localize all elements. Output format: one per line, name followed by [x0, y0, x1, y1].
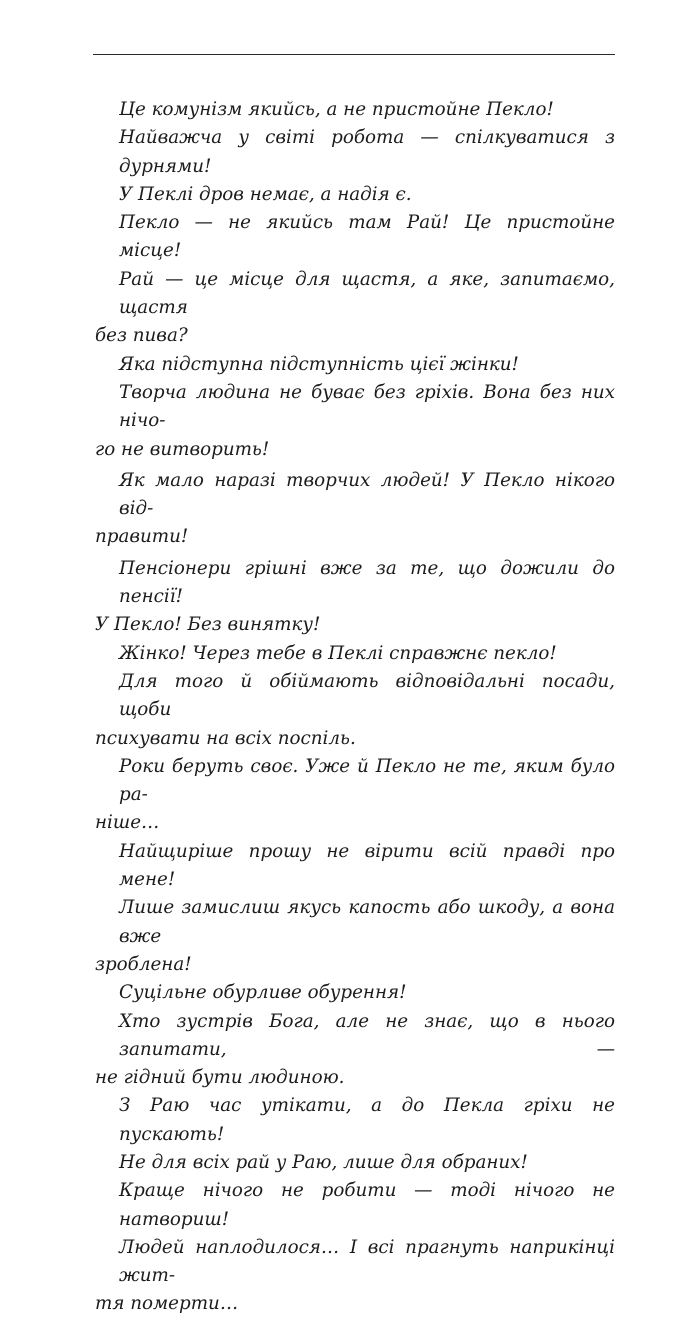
text-line: зроблена!	[95, 953, 192, 975]
aphorism-paragraph	[95, 181, 615, 209]
text-line: У Пекло! Без винятку!	[95, 614, 321, 636]
aphorism-paragraph	[95, 979, 615, 1007]
text-line: Як мало наразі творчих людей! У Пекло нікого від-	[119, 469, 615, 520]
aphorism-paragraph	[95, 209, 615, 266]
text-line: Не для всіх рай у Раю, лише для обраних!	[119, 1151, 528, 1173]
text-line: З Раю час утікати, а до Пекла гріхи не пускають!	[119, 1095, 615, 1145]
text-line: У Пеклі дров немає, а надія є.	[119, 183, 412, 205]
aphorism-paragraph	[95, 1092, 615, 1149]
aphorism-paragraph	[95, 894, 615, 979]
text-line: психувати на всіх поспіль.	[95, 727, 356, 749]
aphorism-paragraph	[95, 266, 615, 351]
text-line: Лише замислиш якусь капость або шкоду, а вона вже	[119, 897, 615, 947]
text-line: Рай — це місце для щастя, а яке, запитаємо, щастя	[119, 268, 615, 319]
aphorism-paragraph	[95, 96, 615, 124]
aphorism-paragraph	[95, 668, 615, 753]
aphorism-paragraph	[95, 838, 615, 895]
aphorism-paragraph	[95, 1008, 615, 1093]
aphorism-paragraph	[95, 1149, 615, 1177]
aphorism-paragraph	[95, 467, 615, 552]
aphorism-paragraph	[95, 124, 615, 181]
header-rule	[93, 54, 615, 55]
text-line: Хто зустрів Бога, але не знає, що в нього запитати, —	[119, 1010, 615, 1060]
aphorism-paragraph	[95, 351, 615, 379]
text-line: Найщиріше прошу не вірити всій правді про мене!	[119, 840, 615, 891]
text-line: Пенсіонери грішні вже за те, що дожили до пенсії!	[119, 557, 615, 608]
text-line: Найважча у світі робота — спілкуватися з дурнями!	[119, 127, 615, 177]
text-line: не гідний бути людиною.	[95, 1067, 345, 1089]
text-line: Роки беруть своє. Уже й Пекло не те, яким було ра-	[119, 755, 615, 806]
text-line: Для того й обіймають відповідальні посади, щоби	[119, 670, 615, 721]
text-line: Людей наплодилося… І всі прагнуть наприкінці жит-	[119, 1236, 615, 1287]
aphorism-paragraph	[95, 555, 615, 640]
aphorism-paragraph	[95, 640, 615, 668]
text-line: Пекло — не якийсь там Рай! Це пристойне місце!	[119, 212, 615, 262]
text-line: Це комунізм якийсь, а не пристойне Пекло!	[119, 99, 554, 120]
aphorism-paragraph	[95, 1177, 615, 1234]
aphorism-list	[95, 96, 615, 1319]
aphorism-paragraph	[95, 379, 615, 464]
text-line: Суцільне обурливе обурення!	[119, 982, 407, 1004]
text-line: тя померти…	[95, 1293, 239, 1315]
text-line: без пива?	[95, 325, 188, 347]
text-line: го не витворить!	[95, 438, 270, 460]
text-line: Краще нічого не робити — тоді нічого не натвориш!	[119, 1180, 615, 1230]
text-line: Яка підступна підступність цієї жінки!	[119, 353, 519, 375]
aphorism-paragraph	[95, 1234, 615, 1319]
text-line: Творча людина не буває без гріхів. Вона без них нічо-	[119, 381, 615, 432]
aphorism-paragraph	[95, 753, 615, 838]
text-line: Жінко! Через тебе в Пеклі справжнє пекло!	[119, 642, 557, 664]
text-line: правити!	[95, 526, 189, 548]
text-line: ніше…	[95, 812, 160, 834]
